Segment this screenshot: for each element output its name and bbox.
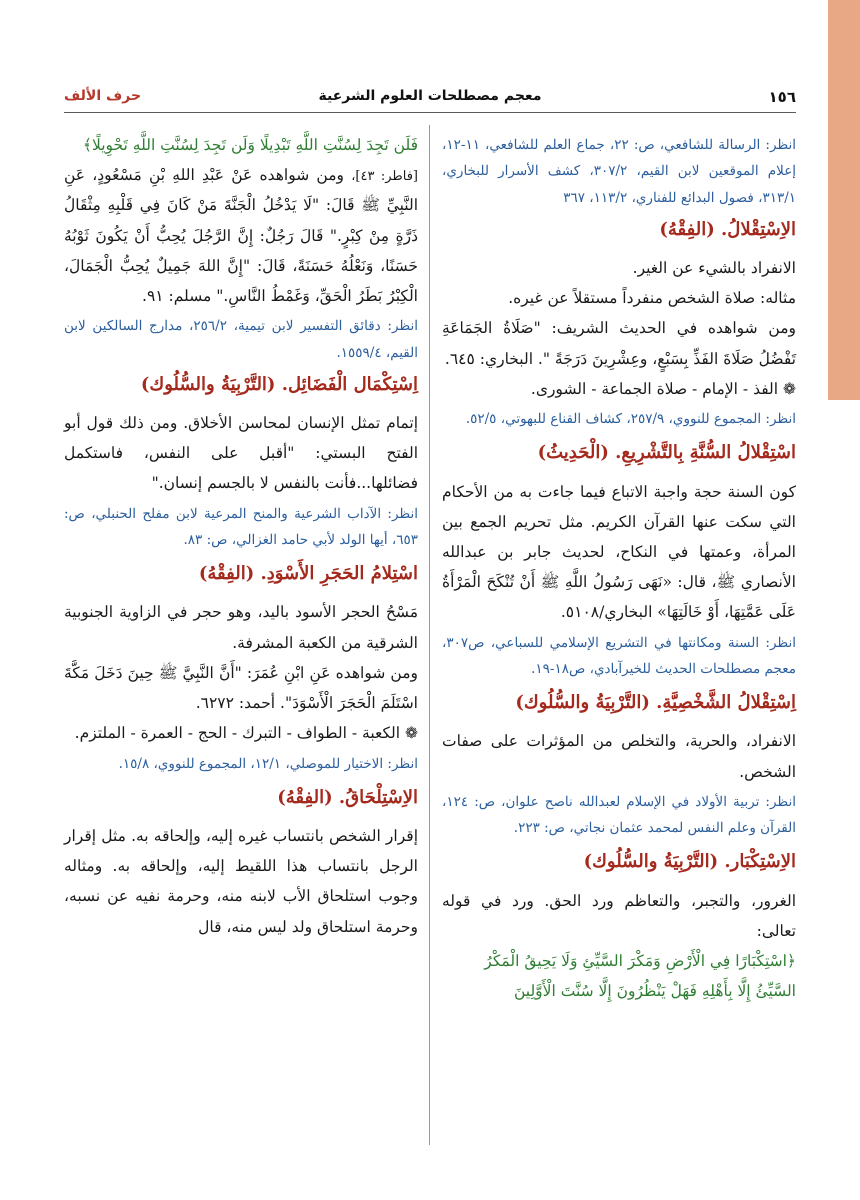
quran-verse: ﴿اسْتِكْبَارًا فِي الْأَرْضِ وَمَكْرَ السَّيِّئِ وَلَا يَحِيقُ الْمَكْرُ السَّيِّئُ إِلَّا بِأَهْلِهِ فَهَلْ يَنْظُرُونَ إِلَّا سُنَّتَ الْأَوَّلِينَ [484, 951, 796, 1001]
reference-note: انظر: تربية الأولاد في الإسلام لعبدالله ناصح علوان، ص: ١٢٤، القرآن وعلم النفس لمحمد عثمان نجاتي، ص: ٢٢٣. [442, 793, 796, 837]
related-terms: ❁ الفذ - الإمام - صلاة الجماعة - الشورى. [530, 379, 796, 398]
entry-heading: اِسْتِكْمَال الْفَضَائِل. (التَّرْبِيَةُ والسُّلُوك) [140, 373, 418, 395]
entry-istikbar [442, 849, 796, 1006]
entry-definition: الانفراد بالشيء عن الغير. [632, 259, 796, 278]
reference-note: انظر: الاختيار للموصلي، ١٢/١، المجموع للنووي، ١٥/٨. [118, 755, 418, 772]
related-terms: ❁ الكعبة - الطواف - التبرك - الحج - العمرة - الملتزم. [74, 724, 418, 743]
column-divider [429, 125, 430, 1145]
book-title: معجم مصطلحات العلوم الشرعية [318, 88, 542, 104]
quran-verse: فَلَن تَجِدَ لِسُنَّتِ اللَّهِ تَبْدِيلًا وَلَن تَجِدَ لِسُنَّتِ اللَّهِ تَحْوِيلًا﴾ [82, 136, 418, 154]
entry-evidence: ومن شواهده عَنِ ابْنِ عُمَرَ: "أَنَّ النَّبِيَّ ﷺ حِينَ دَخَلَ مَكَّةَ اسْتَلَمَ الْحَجَرَ الْأَسْوَدَ". أحمد: ٦٢٧٢. [64, 663, 418, 713]
hadith-text: ومن شواهده عَنْ عَبْدِ اللهِ بْنِ مَسْعُودٍ، عَنِ النَّبِيِّ ﷺ قَالَ: "لَا يَدْخُلُ الْجَنَّةَ مَنْ كَانَ فِي قَلْبِهِ مِثْقَالُ ذَرَّةٍ مِنْ كِبْرٍ." قَالَ رَجُلٌ: إِنَّ الرَّجُلَ يُحِبُّ أَنْ يَكُونَ ثَوْبُهُ حَسَنًا، وَنَعْلُهُ حَسَنَةً، قَالَ: "إِنَّ اللهَ جَمِيلٌ يُحِبُّ الْجَمَالَ، الْكِبْرُ بَطَرُ الْحَقِّ، وَغَمْطُ النَّاسِ." مسلم: ٩١. [64, 166, 418, 306]
entry-heading: اسْتِقْلالُ السُّنَّةِ بِالتَّشْرِيعِ. (الْحَدِيثُ) [537, 442, 796, 464]
entry-definition: كون السنة حجة واجبة الاتباع فيما جاءت به من الأحكام التي سكت عنها القرآن الكريم. مثل تحريم الجمع بين المرأة، وعمتها في النكاح، لحديث جابر بن عبدالله الأنصاري ﷺ، قال: «نَهَى رَسُولُ اللَّهِ ﷺ أَنْ تُنْكَحَ الْمَرْأَةُ عَلَى عَمَّتِهَا، أَوْ خَالَتِهَا» البخاري/٥١٠٨. [442, 482, 796, 622]
right-column [442, 130, 796, 1014]
entry-definition: الانفراد، والحرية، والتخلص من المؤثرات على صفات الشخص. [442, 732, 796, 781]
reference-note: انظر: السنة ومكانتها في التشريع الإسلامي للسباعي، ص٣٠٧، معجم مصطلحات الحديث للخيرآبادي، ص١٨-١٩. [442, 634, 796, 677]
reference-note: انظر: المجموع للنووي، ٢٥٧/٩، كشاف القناع للبهوتي، ٥٢/٥. [465, 411, 796, 428]
left-column [64, 130, 418, 950]
entry-definition: إقرار الشخص بانتساب غيره إليه، وإلحاقه به. مثل إقرار الرجل بانتساب هذا اللقيط إليه، وإلحاقه به. ومثاله وجوب استلحاق الأب لابنه منه، وحرمة نفيه عن نسبه، وحرمة استلحاق ولد ليس منه، قال [64, 826, 418, 936]
reference-note: انظر: الرسالة للشافعي، ص: ٢٢، جماع العلم للشافعي، ١١-١٢، إعلام الموقعين لابن القيم، ٣٠٧/٢، كشف الأسرار للبخاري، ٣١٣/١، فصول البدائع للفناري، ١١٣/٢، ٣٦٧ [442, 137, 797, 206]
entry-istikmal-fadail [64, 372, 418, 553]
entry-heading: اِسْتِقْلالُ الشَّخْصِيَّةِ. (التَّرْبِيَةُ والسُّلُوك) [515, 692, 796, 714]
entry-evidence [64, 160, 418, 311]
entry-istiqlal-shakhsiyya [442, 690, 796, 841]
entry-definition: مَسْحُ الحجر الأسود باليد، وهو حجر في الزاوية الجنوبية الشرقية من الكعبة المشرفة. [64, 603, 418, 652]
reference-note: انظر: الآداب الشرعية والمنح المرعية لابن مفلح الحنبلي، ص: ٦٥٣، أيها الولد لأبي حامد الغزالي، ص: ٨٣. [64, 505, 418, 548]
entry-heading: الاِسْتِكْبَار. (التَّرْبِيَةُ والسُّلُوك) [583, 851, 796, 873]
section-title: حرف الألف [64, 88, 142, 104]
entry-istiqlal [442, 217, 796, 433]
page-number: ١٥٦ [768, 88, 796, 106]
entry-evidence: ومن شواهده في الحديث الشريف: "صَلَاةُ الجَمَاعَةِ تَفْضُلُ صَلَاةَ الفَذِّ بِسَبْعٍ، وعِشْرِينَ دَرَجَةً ". البخاري: ٦٤٥. [442, 319, 796, 368]
entry-definition: الغرور، والتجبر، والتعاظم ورد الحق. ورد في قوله تعالى: [442, 891, 796, 940]
reference-note: انظر: دقائق التفسير لابن تيمية، ٢٥٦/٢، مدارج السالكين لابن القيم، ١٥٥٩/٤. [64, 318, 418, 361]
entry-definition: إتمام تمثل الإنسان لمحاسن الأخلاق. ومن ذلك قول أبو الفتح البستي: "أقبل على النفس، فاستكمل فضائلها...فأنت بالنفس لا بالجسم إنسان." [64, 414, 418, 493]
entry-istilam-hajar [64, 561, 418, 777]
thumb-index-tab [828, 0, 860, 400]
verse-source: [فاطر: ٤٣]، [351, 169, 418, 185]
entry-istiqlal-sunnah [442, 440, 796, 682]
page-header [64, 88, 796, 113]
entry-istilhaq [64, 785, 418, 942]
entry-heading: الاِسْتِلْحَاقُ. (الفِقْهُ) [277, 786, 418, 808]
entry-heading: اسْتِلامُ الحَجَرِ الأَسْوَدِ. (الفِقْهُ) [198, 563, 418, 585]
entry-example: مثاله: صلاة الشخص منفرداً مستقلاً عن غيره. [508, 289, 796, 308]
entry-heading: الاِسْتِقْلالُ. (الفِقْهُ) [659, 218, 796, 240]
